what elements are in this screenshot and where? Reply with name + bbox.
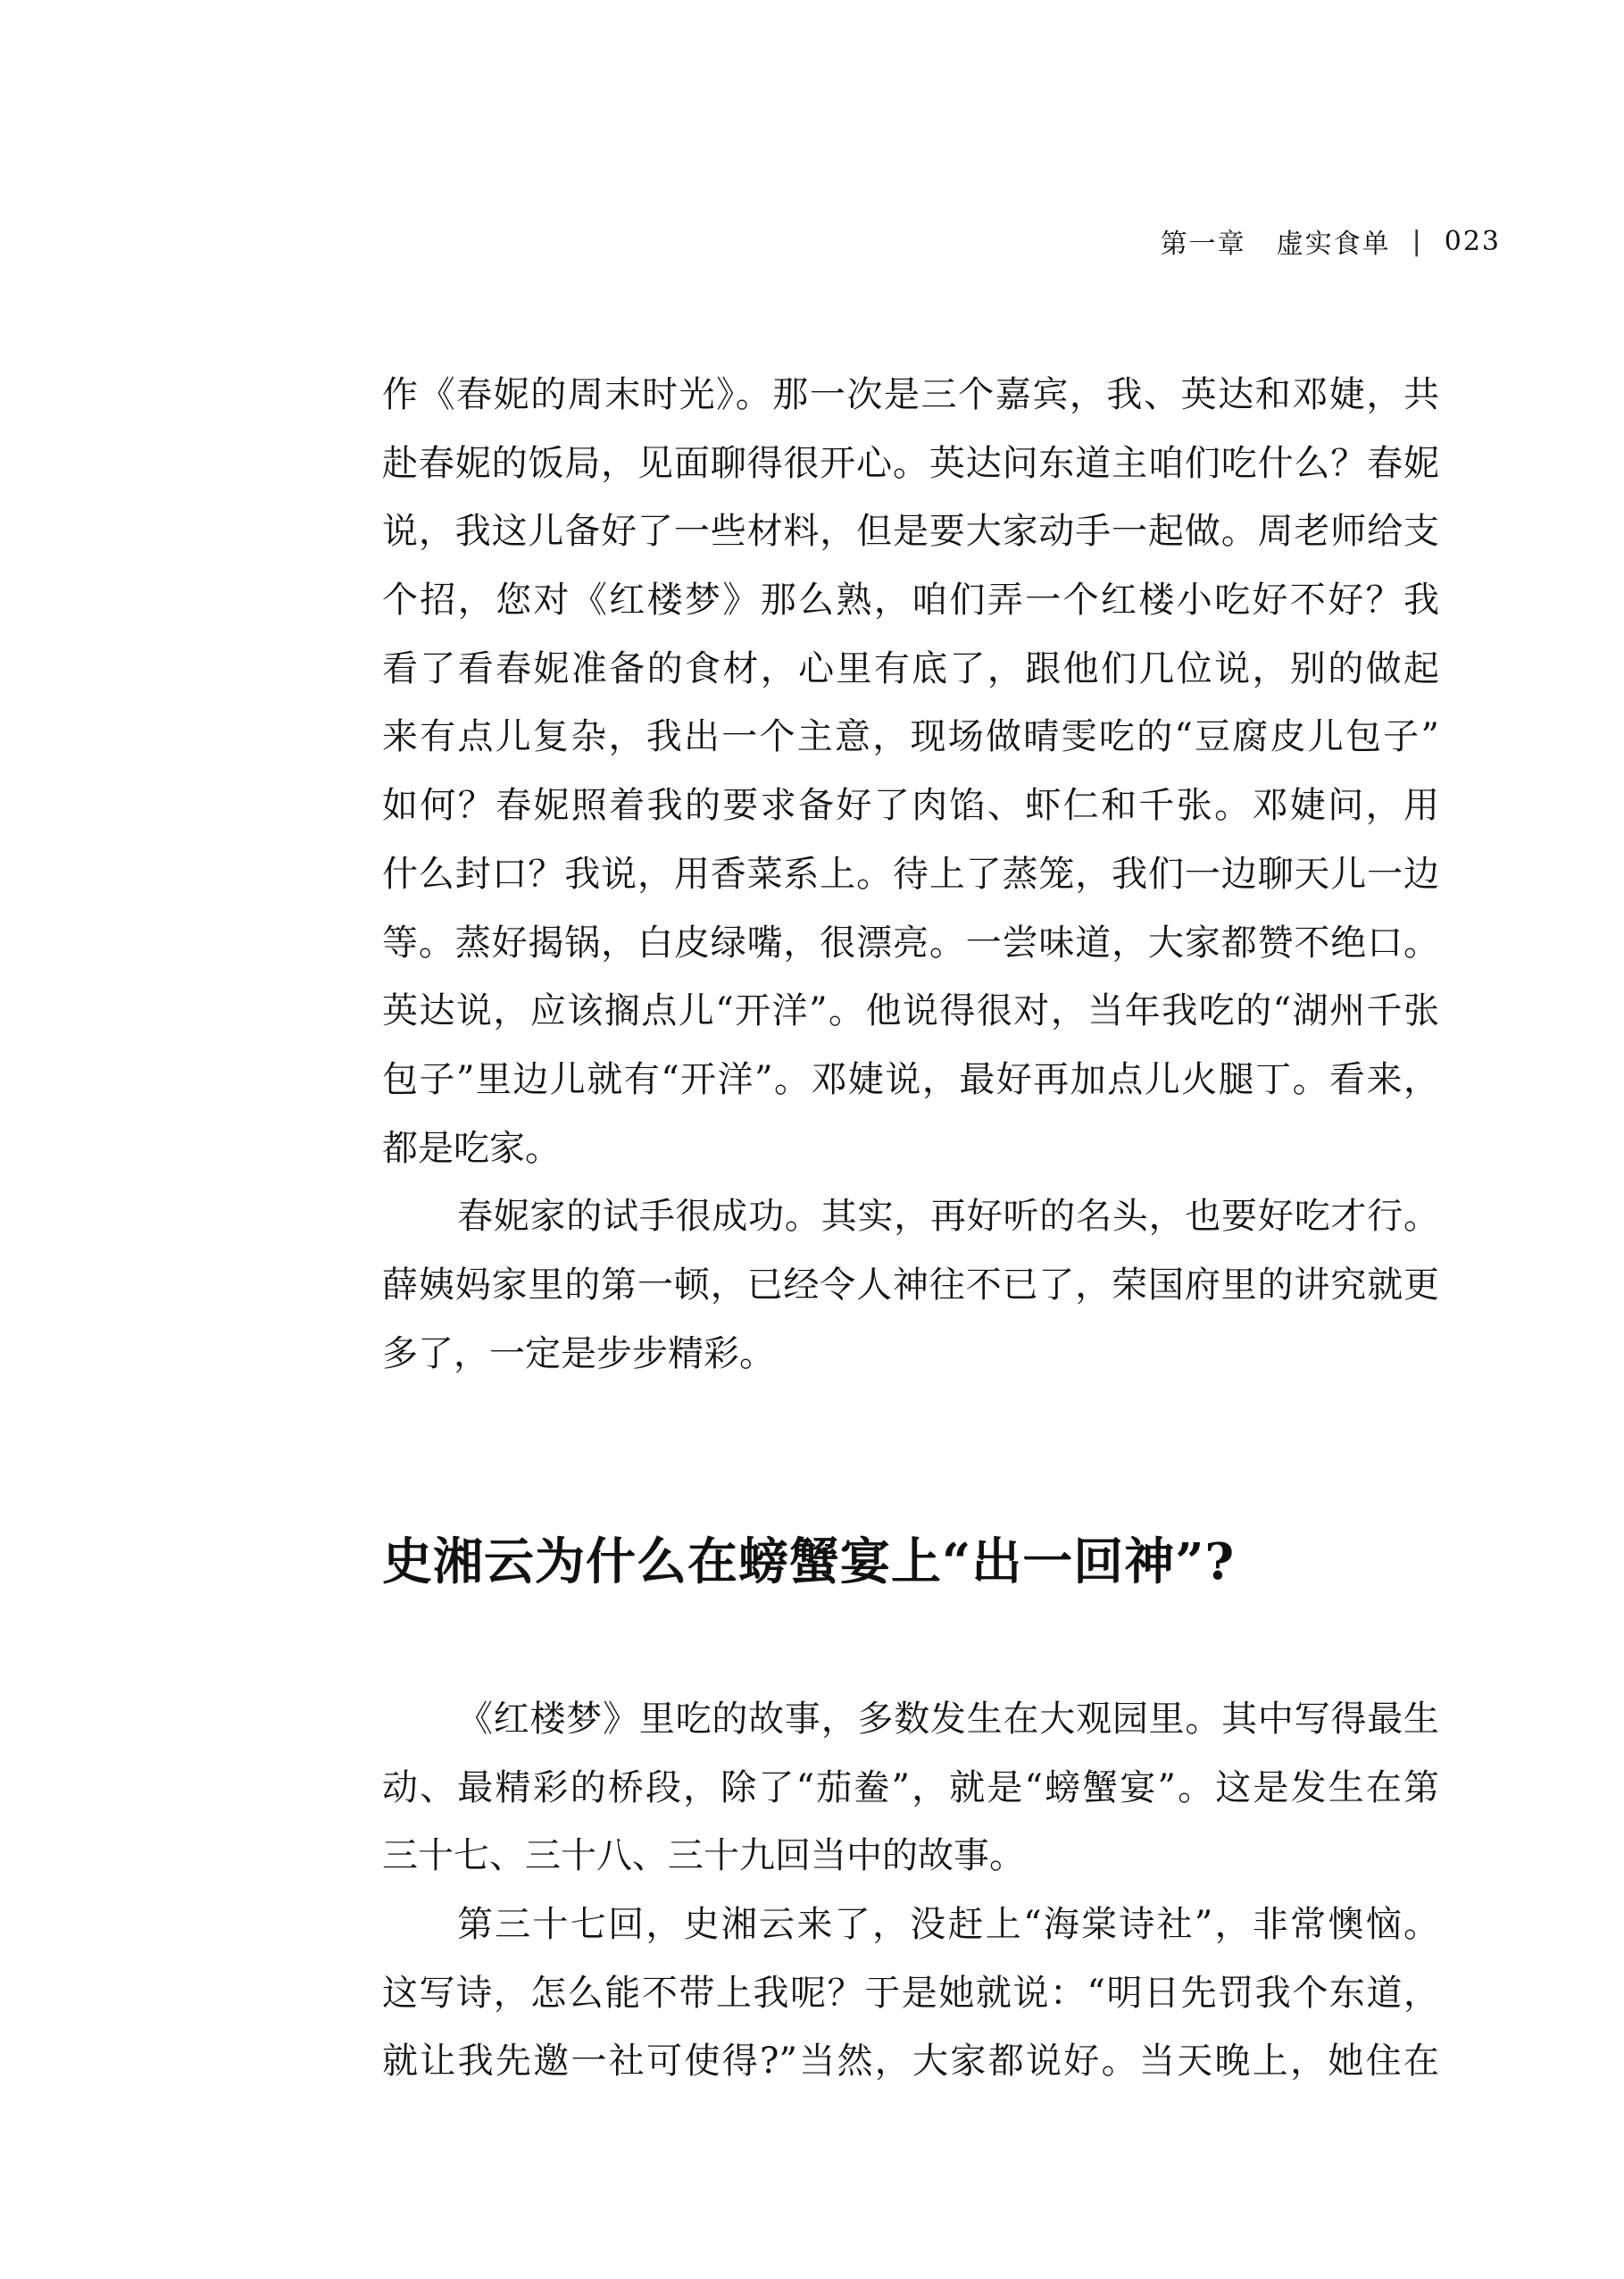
text-line: 薛姨妈家里的第一顿，已经令人神往不已了，荣国府里的讲究就更 <box>382 1264 1439 1306</box>
text-line: 如何？春妮照着我的要求备好了肉馅、虾仁和千张。邓婕问，用 <box>382 785 1439 827</box>
text-line: 等。蒸好揭锅，白皮绿嘴，很漂亮。一尝味道，大家都赞不绝口。 <box>382 922 1439 964</box>
paragraph-block-1 <box>382 361 1439 1388</box>
paragraph-block-2 <box>382 1685 1439 2096</box>
text-line: 第三十七回，史湘云来了，没赶上“海棠诗社”，非常懊恼。 <box>457 1904 1439 1946</box>
text-line: 说，我这儿备好了一些材料，但是要大家动手一起做。周老师给支 <box>382 511 1439 553</box>
text-line: 多了，一定是步步精彩。 <box>382 1332 775 1374</box>
text-line: 《红楼梦》里吃的故事，多数发生在大观园里。其中写得最生 <box>457 1699 1439 1740</box>
text-line: 都是吃家。 <box>382 1127 561 1169</box>
text-line: 赴春妮的饭局，见面聊得很开心。英达问东道主咱们吃什么？春妮 <box>382 442 1439 484</box>
text-line: 春妮家的试手很成功。其实，再好听的名头，也要好吃才行。 <box>457 1196 1439 1238</box>
text-line: 个招，您对《红楼梦》那么熟，咱们弄一个红楼小吃好不好？我 <box>382 580 1439 622</box>
running-header <box>1161 221 1501 261</box>
section-heading: 史湘云为什么在螃蟹宴上“出一回神”? <box>382 1532 1236 1591</box>
text-line: 作《春妮的周末时光》。那一次是三个嘉宾，我、英达和邓婕，共 <box>382 374 1439 415</box>
text-line: 看了看春妮准备的食材，心里有底了，跟他们几位说，别的做起 <box>382 647 1439 689</box>
text-line: 来有点儿复杂，我出一个主意，现场做晴雯吃的“豆腐皮儿包子” <box>382 716 1439 758</box>
text-line: 这写诗，怎么能不带上我呢？于是她就说：“明日先罚我个东道， <box>382 1972 1439 2014</box>
chapter-title: 虚实食单 <box>1276 229 1391 260</box>
text-line: 什么封口？我说，用香菜系上。待上了蒸笼，我们一边聊天儿一边 <box>382 853 1439 895</box>
text-line: 包子”里边儿就有“开洋”。邓婕说，最好再加点儿火腿丁。看来， <box>382 1058 1439 1100</box>
chapter-label: 第一章 <box>1160 229 1246 260</box>
text-line: 就让我先邀一社可使得?”当然，大家都说好。当天晚上，她住在 <box>382 2041 1439 2083</box>
header-separator: | <box>1412 225 1423 257</box>
page-number: 023 <box>1444 225 1501 257</box>
text-line: 动、最精彩的桥段，除了“茄鲞”，就是“螃蟹宴”。这是发生在第 <box>382 1766 1439 1808</box>
text-line: 英达说，应该搁点儿“开洋”。他说得很对，当年我吃的“湖州千张 <box>382 990 1439 1032</box>
text-line: 三十七、三十八、三十九回当中的故事。 <box>382 1835 1025 1877</box>
